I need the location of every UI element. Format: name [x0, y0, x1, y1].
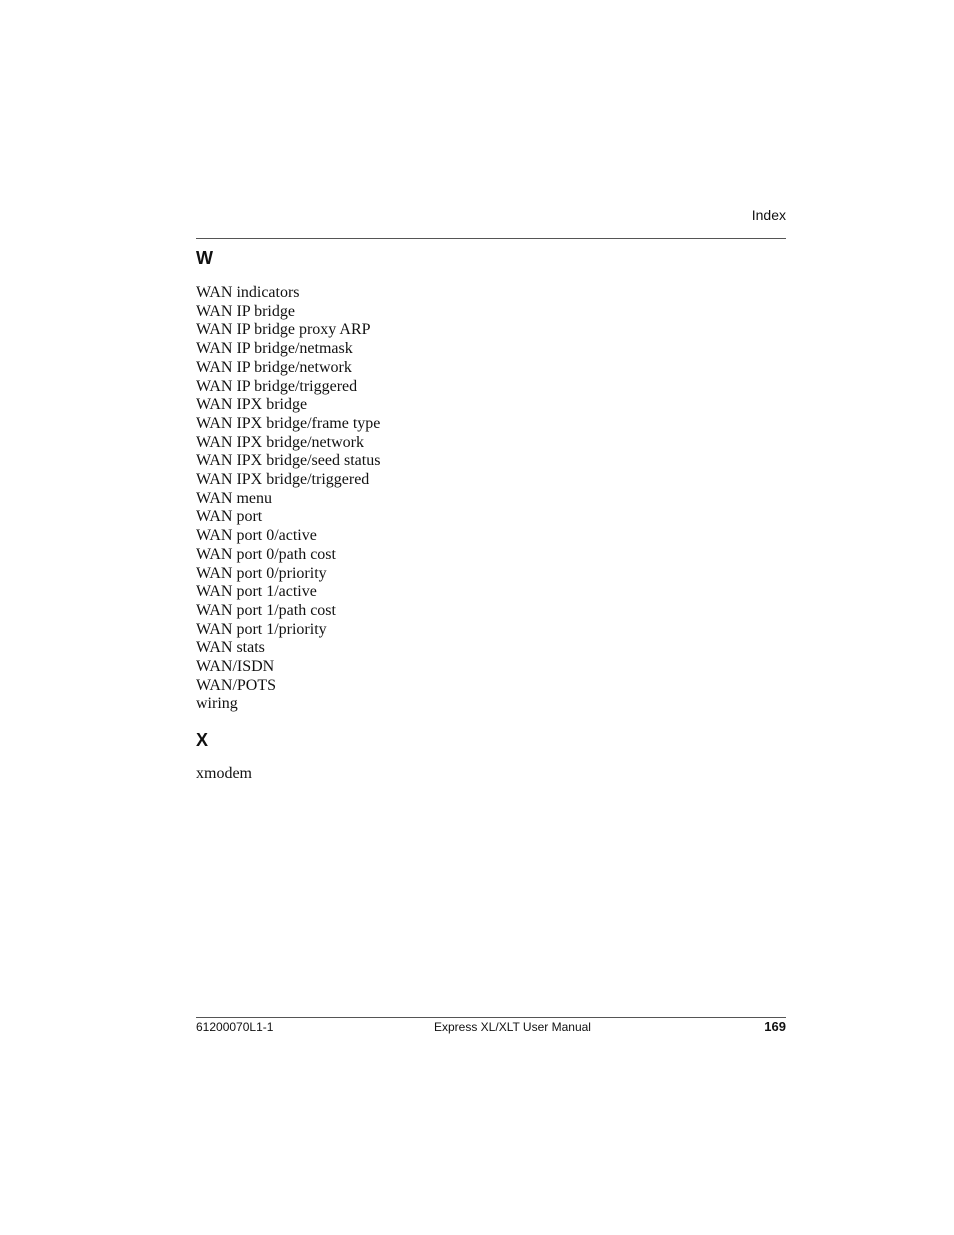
index-entry: WAN IP bridge/netmask: [196, 340, 353, 358]
running-head: Index: [751, 207, 786, 223]
index-entry: WAN stats: [196, 639, 265, 657]
index-entry: WAN IP bridge/triggered: [196, 377, 358, 395]
index-entry: WAN IPX bridge/frame type: [196, 414, 381, 432]
index-entry: WAN IPX bridge/triggered: [196, 471, 370, 489]
section-letter-w: W: [196, 248, 213, 268]
index-entry: WAN IP bridge: [196, 302, 295, 320]
index-entry: WAN indicators: [196, 284, 300, 301]
section-letter-x: X: [196, 730, 209, 750]
index-list-x: [196, 765, 252, 784]
footer-doc-number: 61200070L1-1: [196, 1020, 274, 1034]
index-entry: WAN port 1/active: [196, 583, 317, 601]
footer-page-number: 169: [764, 1019, 786, 1034]
index-entry: WAN/ISDN: [196, 658, 275, 676]
footer-manual-title: Express XL/XLT User Manual: [434, 1020, 591, 1034]
index-entry: WAN port 0/path cost: [196, 545, 336, 563]
index-entry: WAN IP bridge proxy ARP: [196, 321, 371, 339]
index-entry: wiring: [196, 695, 238, 713]
index-entry: WAN IP bridge/network: [196, 358, 352, 376]
footer-rule: [196, 1017, 786, 1018]
index-entry: xmodem: [196, 765, 252, 782]
index-entry: WAN IPX bridge: [196, 396, 308, 414]
index-entry: WAN/POTS: [196, 676, 277, 694]
index-entry: WAN port 0/active: [196, 527, 317, 545]
index-entry: WAN IPX bridge/seed status: [196, 452, 381, 470]
index-entry: WAN port 1/priority: [196, 620, 327, 638]
index-entry: WAN port 1/path cost: [196, 601, 336, 619]
index-list-w: [196, 284, 380, 714]
index-entry: WAN port: [196, 508, 263, 526]
index-entry: WAN IPX bridge/network: [196, 433, 364, 451]
index-entry: WAN port 0/priority: [196, 564, 327, 582]
index-entry: WAN menu: [196, 489, 272, 507]
header-rule: [196, 238, 786, 239]
